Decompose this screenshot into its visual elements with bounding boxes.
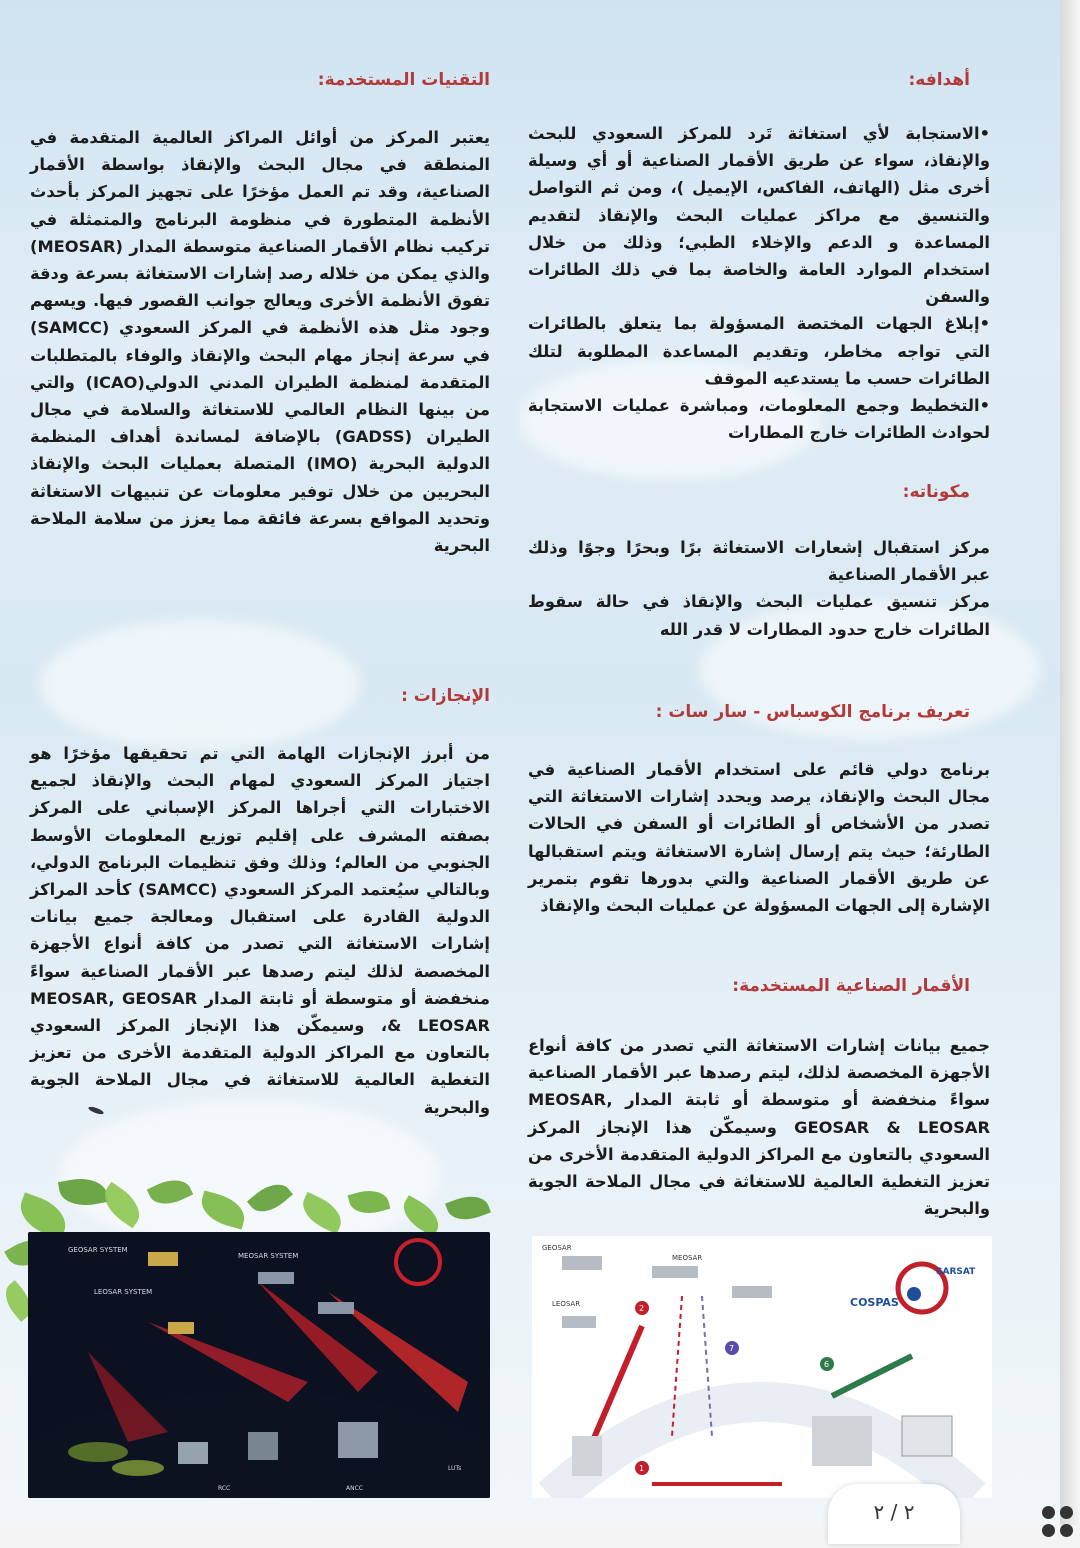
antenna-icon — [572, 1436, 602, 1476]
cloud-decoration — [40, 620, 360, 750]
satellite-icon — [168, 1322, 194, 1334]
building-icon — [178, 1442, 208, 1464]
leaf-decoration — [445, 1190, 491, 1226]
step-number: 1 — [639, 1464, 645, 1473]
components-item: مركز استقبال إشعارات الاستغاثة برًا وبحرًا وجوًا وذلك عبر الأقمار الصناعية — [528, 538, 990, 585]
illustration-label: GEOSAR SYSTEM — [68, 1246, 128, 1254]
cospas-sarsat-diagram — [532, 1236, 992, 1498]
goals-list — [528, 120, 990, 446]
menu-button[interactable] — [1020, 1488, 1080, 1548]
components-item: مركز تنسيق عمليات البحث والإنقاذ في حالة سقوط الطائرات خارج حدود المطارات لا قدر الله — [528, 592, 990, 639]
terrain-icon — [68, 1442, 128, 1462]
tech-heading: التقنيات المستخدمة: — [317, 70, 490, 90]
satellites-text: جميع بيانات إشارات الاستغاثة التي تصدر من كافة أنواع الأجهزة المخصصة لذلك، ليتم رصدها عبر الأقمار الصناعية سواءً منخفضة أو متوسطة أو ثابتة المدار MEOSAR, GEOSAR & LEOSAR وسيمكّن هذا الإنجاز المركز السعودي بالتعاون مع المراكز الدولية المتقدمة الأخرى من تعزيز التغطية العالمية للاستغاثة في مجال الملاحة الجوية والبحرية — [528, 1036, 990, 1219]
satellite-icon — [562, 1316, 596, 1328]
goals-item: •الاستجابة لأي استغاثة تَرد للمركز السعودي للبحث والإنقاذ، سواء عن طريق الأقمار الصناعية أو أي وسيلة أخرى مثل (الهاتف، الفاكس، الإيميل )، ومن ثم التواصل والتنسيق مع مراكز عمليات البحث والإنقاذ لتقديم المساعدة و الدعم والإخلاء الطبي؛ وذلك من خلال استخدام الموارد العامة والخاصة بما في ذلك الطائرات والسفن — [528, 124, 990, 307]
achievements-text: من أبرز الإنجازات الهامة التي تم تحقيقها مؤخرًا هو اجتياز المركز السعودي لمهام البحث والإنقاذ لجميع الاختبارات التي أجراها المركز الإسباني على المركز بصفته المشرف على إقليم توزيع المعلومات الأوسط الجنوبي من العالم؛ وذلك وفق تنظيمات البرنامج الدولي، وبالتالي سيُعتمد المركز السعودي (SAMCC) كأحد المراكز الدولية القادرة على استقبال ومعالجة جميع بيانات إشارات الاستغاثة التي تصدر من كافة أنواع الأجهزة المخصصة لذلك ليتم رصدها عبر الأقمار الصناعية سواءً منخفضة أو متوسطة أو ثابتة المدار MEOSAR, GEOSAR & LEOSAR، وسيمكّن هذا الإنجاز المركز السعودي بالتعاون مع المراكز الدولية المتقدمة الأخرى من تعزيز التغطية العالمية للاستغاثة في مجال الملاحة الجوية والبحرية — [30, 744, 491, 1117]
illustration-label: LUTs — [448, 1465, 462, 1472]
cospas-heading: تعريف برنامج الكوسباس - سار سات : — [655, 702, 970, 722]
menu-dot-icon — [1060, 1506, 1073, 1519]
building-icon — [248, 1432, 278, 1460]
satellite-icon — [562, 1256, 602, 1270]
logo-text: SARSAT — [936, 1267, 976, 1277]
achievements-heading: الإنجازات : — [401, 686, 490, 706]
step-number: 7 — [729, 1344, 735, 1353]
computer-icon — [902, 1416, 952, 1456]
satellite-icon — [148, 1252, 178, 1266]
satellites-heading: الأقمار الصناعية المستخدمة: — [732, 976, 970, 996]
cospas-definition: برنامج دولي قائم على استخدام الأقمار الصناعية في مجال البحث والإنقاذ، يرصد ويحدد إشارات الاستغاثة التي تصدر من الأشخاص أو الطائرات أو السفن في الحالات الطارئة؛ حيث يتم إرسال إشارة الاستغاثة ويتم استقبالها عن طريق الأقمار الصناعية والتي بدورها تقوم بتمرير الإشارة إلى الجهات المسؤولة عن عمليات البحث والإنقاذ — [528, 760, 990, 916]
diagram-label: MEOSAR — [672, 1254, 703, 1262]
page-edge — [1060, 0, 1080, 1525]
components-list — [528, 534, 990, 643]
step-number: 6 — [824, 1360, 830, 1369]
components-heading: مكوناته: — [902, 482, 970, 502]
tech-text: يعتبر المركز من أوائل المراكز العالمية المتقدمة في المنطقة في مجال البحث والإنقاذ بواسطة الأقمار الصناعية، وقد تم العمل مؤخرًا على تجهيز المركز بأحدث الأنظمة المتطورة في منظومة البرنامج والمتمثلة في تركيب نظام الأقمار الصناعية متوسطة المدار (MEOSAR) والذي يمكن من خلاله رصد إشارات الاستغاثة بسرعة ودقة تفوق الأنظمة الأخرى ويعالج جوانب القصور فيها. ويسهم وجود مثل هذه الأنظمة في المركز السعودي (SAMCC) في سرعة إنجاز مهام البحث والإنقاذ والوفاء بالمتطلبات المتقدمة لمنظمة الطيران المدني الدولي(ICAO) والتي من بينها النظام العالمي للاستغاثة والسلامة في مجال الطيران (GADSS) بالإضافة لمساندة أهداف المنظمة الدولية البحرية (IMO) المتصلة بعمليات البحث والإنقاذ البحريين من خلال توفير معلومات عن تنبيهات الاستغاثة وتحديد المواقع بسرعة فائقة مما يعزز من سلامة الملاحة البحرية — [30, 128, 490, 556]
menu-dot-icon — [1060, 1524, 1073, 1537]
satellite-icon — [732, 1286, 772, 1298]
illustration-label: LEOSAR SYSTEM — [94, 1288, 153, 1296]
goals-item: •إبلاغ الجهات المختصة المسؤولة بما يتعلق بالطائرات التي تواجه مخاطر، وتقديم المساعدة المطلوبة لتلك الطائرات حسب ما يستدعيه الموقف — [528, 314, 990, 388]
menu-dot-icon — [1042, 1506, 1055, 1519]
cospas-diagram-svg — [532, 1236, 992, 1498]
cloud-decoration — [60, 1100, 440, 1250]
illustration-label: RCC — [218, 1485, 231, 1492]
page-indicator: ٢ / ٢ — [828, 1484, 960, 1544]
cospas-logo-icon — [907, 1287, 921, 1301]
sar-system-illustration — [28, 1232, 490, 1498]
diagram-label: GEOSAR — [542, 1244, 572, 1252]
diagram-label: LEOSAR — [552, 1300, 581, 1308]
illustration-label: MEOSAR SYSTEM — [238, 1252, 299, 1260]
sar-illustration-svg — [28, 1232, 490, 1498]
illustration-label: ANCC — [346, 1485, 363, 1492]
satellite-icon — [652, 1266, 698, 1278]
terrain-icon — [112, 1460, 164, 1476]
goals-item: •التخطيط وجمع المعلومات، ومباشرة عمليات الاستجابة لحوادث الطائرات خارج المطارات — [528, 396, 990, 443]
building-icon — [812, 1416, 872, 1466]
building-icon — [338, 1422, 378, 1458]
logo-text: COSPAS — [850, 1296, 899, 1309]
menu-dot-icon — [1042, 1524, 1055, 1537]
goals-heading: أهدافه: — [908, 70, 970, 90]
satellite-icon — [318, 1302, 354, 1314]
step-number: 2 — [639, 1304, 645, 1313]
satellite-icon — [258, 1272, 294, 1284]
